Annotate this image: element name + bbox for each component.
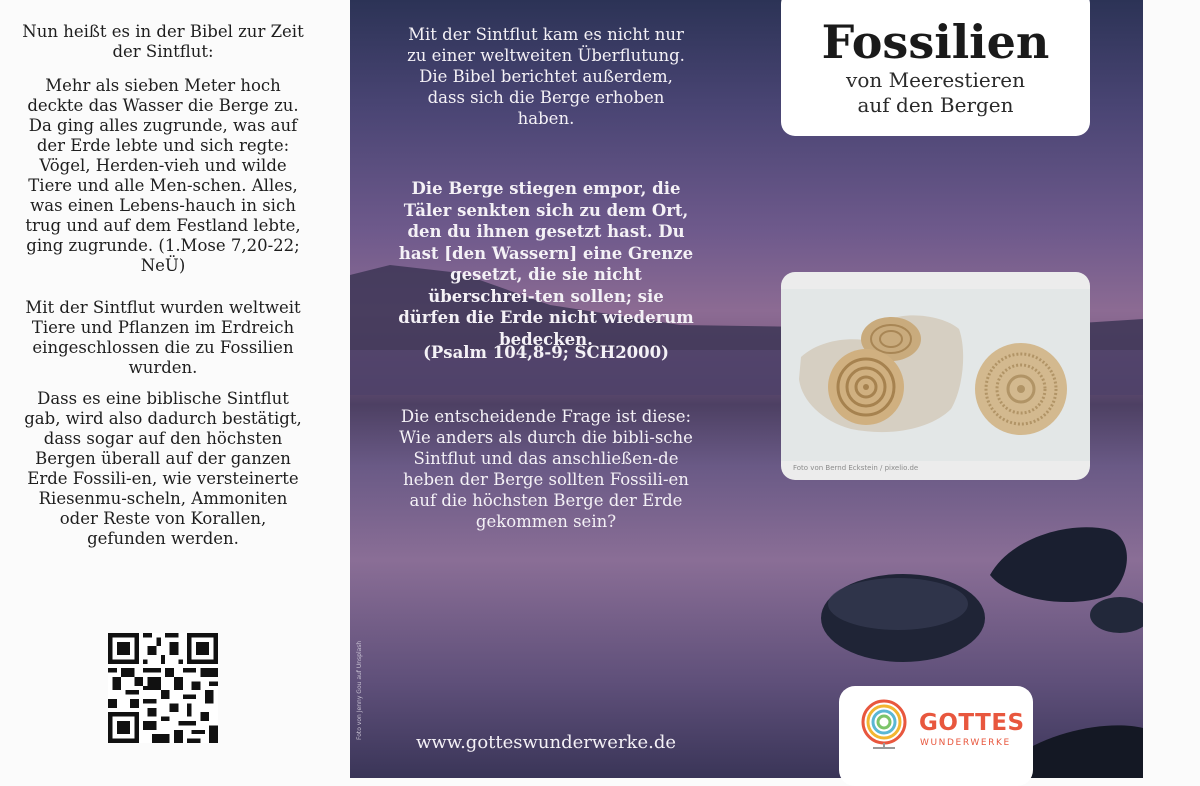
title-card xyxy=(781,0,1090,136)
globe-logo-icon xyxy=(859,698,909,760)
left-paragraph-evidence: Dass es eine biblische Sintflut gab, wird also dadurch bestätigt, dass sogar auf den höchsten Bergen überall auf der ganzen Erde Fossili-en, wie versteinerte Riesenmu-scheln, Ammoniten oder Reste von Korallen, gefunden werden. xyxy=(24,389,302,548)
left-paragraph-fossils: Mit der Sintflut wurden weltweit Tiere und Pflanzen im Erdreich eingeschlossen die zu Fossilien wurden. xyxy=(25,298,301,377)
left-bible-quote: Mehr als sieben Meter hoch deckte das Wasser die Berge zu. Da ging alles zugrunde, was auf der Erde lebte und sich regte: Vögel, Herden-vieh und wilde Tiere und alle Men-schen. Alles, was einen Lebens-hauch in sich trug und auf dem Festland lebte, ging zugrunde. (1.Mose 7,20-22; NeÜ) xyxy=(25,76,301,275)
logo-card[interactable] xyxy=(839,686,1033,786)
logo-wordmark: GOTTES xyxy=(919,710,1025,736)
left-intro-text: Nun heißt es in der Bibel zur Zeit der Sintflut: xyxy=(22,22,304,61)
logo-subtitle: WUNDERWERKE xyxy=(920,738,1011,748)
qr-code[interactable] xyxy=(108,633,218,743)
middle-intro-text: Mit der Sintflut kam es nicht nur zu einer weltweiten Überflutung. Die Bibel berichtet außerdem, dass sich die Berge erhoben haben. xyxy=(407,25,685,128)
photo-credit: Foto von Jenny Gou auf Unsplash xyxy=(356,640,363,740)
website-link[interactable]: www.gotteswunderwerke.de xyxy=(415,732,676,753)
key-question-text: Die entscheidende Frage ist diese: Wie anders als durch die bibli-sche Sintflut und das anschließen-de heben der Berge sollten Fossili-en auf die höchsten Berge der Erde gekommen sein? xyxy=(399,407,693,531)
fossil-photo-credit: Foto von Bernd Eckstein / pixelio.de xyxy=(793,464,919,472)
psalm-reference: (Psalm 104,8-9; SCH2000) xyxy=(423,343,669,362)
psalm-quote: Die Berge stiegen empor, die Täler senkten sich zu dem Ort, den du ihnen gesetzt hast. Du hast [den Wassern] eine Grenze gesetzt, die sie nicht überschrei-ten sollen; sie dürfen die Erde nicht wiederum bedecken. xyxy=(398,179,694,349)
subtitle-line-2: auf den Bergen xyxy=(857,93,1014,117)
subtitle-line-1: von Meerestieren xyxy=(846,68,1025,92)
fossil-photo-card xyxy=(781,272,1090,480)
left-panel xyxy=(0,0,350,778)
ammonite-fossils-image xyxy=(781,289,1090,461)
page-title: Fossilien xyxy=(821,15,1050,69)
